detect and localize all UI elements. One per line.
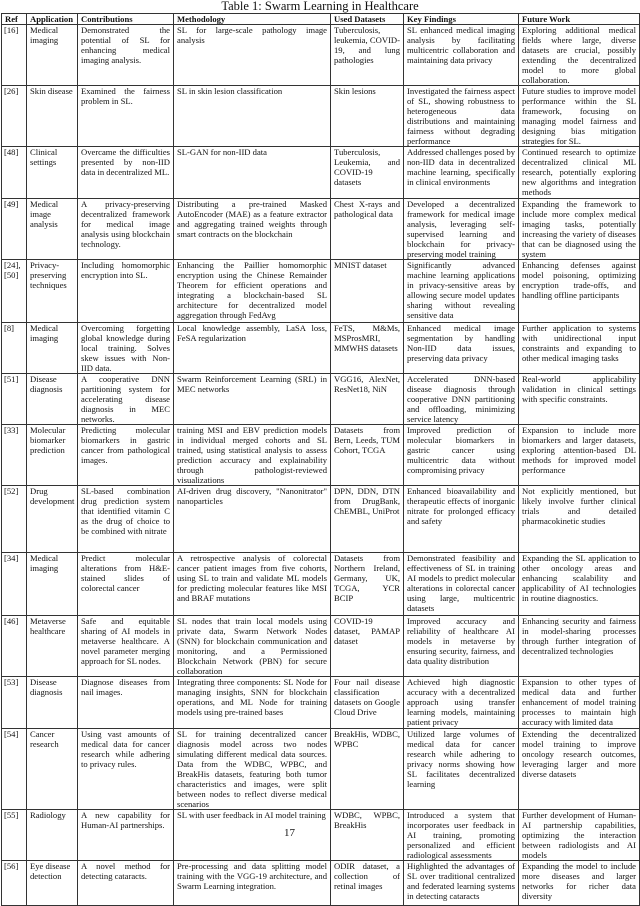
- table-row: [2, 199, 640, 260]
- cell-key-findings: Utilized large volumes of medical data for cancer research while adhering to privacy norms showing how SL facilitates decentralized learning: [404, 729, 519, 810]
- header-used-datasets: Used Datasets: [331, 14, 404, 25]
- cell-key-findings: Demonstrated feasibility and effectiveness of SL in training AI models to predict molecular alterations in colorectal cancer using large, multicentric datasets: [404, 553, 519, 616]
- cell-key-findings: Accelerated DNN-based disease diagnosis through cooperative DNN partitioning and offloading, minimizing service latency: [404, 374, 519, 425]
- cell-key-findings: Significantly advanced machine learning applications in privacy-sensitive areas by allowing secure model updates sharing without revealing sensitive data: [404, 260, 519, 323]
- cell-contributions: SL-based combination drug prediction system that identified vitamin C as the drug of choice to be combined with nitrate: [78, 486, 174, 553]
- cell-key-findings: Developed a decentralized framework for medical image analysis, leveraging self-supervised learning and blockchain for privacy-preserving model training: [404, 199, 519, 260]
- table-row: [2, 260, 640, 323]
- cell-ref: [53]: [2, 677, 27, 729]
- cell-application: Radiology: [27, 810, 78, 861]
- cell-used-datasets: WDBC, WPBC, BreakHis: [331, 810, 404, 861]
- cell-key-findings: Addressed challenges posed by non-IID data in decentralized machine learning, specifically in clinical environments: [404, 147, 519, 199]
- cell-contributions: A novel method for detecting cataracts.: [78, 861, 174, 906]
- table-row: [2, 86, 640, 147]
- cell-application: Privacy-preserving techniques: [27, 260, 78, 323]
- cell-application: Molecular biomarker prediction: [27, 425, 78, 486]
- cell-contributions: Examined the fairness problem in SL.: [78, 86, 174, 147]
- cell-key-findings: Improved accuracy and reliability of healthcare AI models in metaverse by ensuring security, fairness, and data quality distribution: [404, 616, 519, 677]
- cell-contributions: A new capability for Human-AI partnerships.: [78, 810, 174, 861]
- cell-future-work: Expansion to include more biomarkers and larger datasets, exploring attention-based DL methods for improved model performance: [519, 425, 640, 486]
- cell-contributions: Overcoming forgetting global knowledge during local training. Solves skew issues with Non-IID data.: [78, 323, 174, 374]
- cell-application: Medical imaging: [27, 553, 78, 616]
- table-header-row: [2, 14, 640, 25]
- cell-methodology: AI-driven drug discovery, "Nanonitrator" nanoparticles: [174, 486, 331, 553]
- cell-methodology: Swarm Reinforcement Learning (SRL) in MEC networks: [174, 374, 331, 425]
- cell-methodology: Local knowledge assembly, LaSA loss, FeSA regularization: [174, 323, 331, 374]
- cell-used-datasets: Datasets from Bern, Leeds, TUM Cohort, TCGA: [331, 425, 404, 486]
- cell-methodology: training MSI and EBV prediction models in individual merged cohorts and SL trained, using statistical analysis to assess prediction accuracy and explainability through pathologist-reviewed visualizations: [174, 425, 331, 486]
- cell-ref: [56]: [2, 861, 27, 906]
- cell-ref: [24], [50]: [2, 260, 27, 323]
- swarm-learning-table: [1, 13, 640, 906]
- cell-ref: [51]: [2, 374, 27, 425]
- cell-ref: [33]: [2, 425, 27, 486]
- cell-methodology: SL in skin lesion classification: [174, 86, 331, 147]
- cell-used-datasets: COVID-19 dataset, PAMAP dataset: [331, 616, 404, 677]
- table-row: [2, 861, 640, 906]
- table-row: [2, 147, 640, 199]
- cell-ref: [34]: [2, 553, 27, 616]
- header-application: Application: [27, 14, 78, 25]
- cell-key-findings: Highlighted the advantages of SL over traditional centralized and federated learning systems in detecting cataracts: [404, 861, 519, 906]
- cell-contributions: A cooperative DNN partitioning system for accelerating disease diagnosis in MEC networks.: [78, 374, 174, 425]
- cell-future-work: Real-world applicability validation in clinical settings with specific constraints.: [519, 374, 640, 425]
- table-row: [2, 25, 640, 86]
- cell-methodology: SL for training decentralized cancer diagnosis model across two nodes simulating different medical data sources. Data from the WDBC, WPBC, and BreakHis datasets, featuring both tumor characteristics and images, were split between nodes to reflect diverse medical scenarios: [174, 729, 331, 810]
- table-row: [2, 616, 640, 677]
- cell-application: Cancer research: [27, 729, 78, 810]
- cell-used-datasets: Chest X-rays and pathological data: [331, 199, 404, 260]
- page-number: 17: [284, 827, 295, 839]
- cell-future-work: Expansion to other types of medical data and further enhancement of model training processes to maintain high accuracy with limited data: [519, 677, 640, 729]
- cell-future-work: Further development of Human-AI partnership capabilities, optimizing the interaction between radiologists and AI models: [519, 810, 640, 861]
- cell-key-findings: Improved prediction of molecular biomarkers in gastric cancer using multicentric data without compromising privacy: [404, 425, 519, 486]
- cell-contributions: Demonstrated the potential of SL for enhancing medical imaging analysis.: [78, 25, 174, 86]
- header-future-work: Future Work: [519, 14, 640, 25]
- header-ref: Ref: [2, 14, 27, 25]
- cell-application: Disease diagnosis: [27, 374, 78, 425]
- table-row: [2, 810, 640, 861]
- table-row: [2, 553, 640, 616]
- cell-used-datasets: Four nail disease classification datasets on Google Cloud Drive: [331, 677, 404, 729]
- cell-contributions: Predict molecular alterations from H&E-stained slides of colorectal cancer: [78, 553, 174, 616]
- cell-future-work: Expanding the model to include more diseases and larger networks for richer data diversity: [519, 861, 640, 906]
- header-key-findings: Key Findings: [404, 14, 519, 25]
- cell-used-datasets: VGG16, AlexNet, ResNet18, NiN: [331, 374, 404, 425]
- cell-methodology: SL for large-scale pathology image analysis: [174, 25, 331, 86]
- cell-key-findings: Enhanced medical image segmentation by handling Non-IID data issues, preserving data privacy: [404, 323, 519, 374]
- cell-methodology: Enhancing the Paillier homomorphic encryption using the Chinese Remainder Theorem for efficient operations and integrating a blockchain-based SL architecture for decentralized model aggregation through FedAvg: [174, 260, 331, 323]
- cell-key-findings: Achieved high diagnostic accuracy with a decentralized approach using transfer learning models, maintaining patient privacy: [404, 677, 519, 729]
- cell-contributions: Diagnose diseases from nail images.: [78, 677, 174, 729]
- cell-future-work: Continued research to optimize decentralized clinical ML research, potentially exploring new algorithms and integration methods: [519, 147, 640, 199]
- cell-future-work: Expanding the framework to include more complex medical imaging tasks, potentially increasing the variety of diseases that can be diagnosed using the system: [519, 199, 640, 260]
- cell-future-work: Exploring additional medical fields where large, diverse datasets are crucial, possibly extending the decentralized model to more global collaboration.: [519, 25, 640, 86]
- cell-used-datasets: Tuberculosis, leukemia, COVID-19, and lung pathologies: [331, 25, 404, 86]
- cell-methodology: SL with user feedback in AI model training: [174, 810, 331, 861]
- cell-application: Eye disease detection: [27, 861, 78, 906]
- cell-future-work: Enhancing defenses against model poisoning, optimizing encryption trade-offs, and handling offline participants: [519, 260, 640, 323]
- table-row: [2, 323, 640, 374]
- table-row: [2, 486, 640, 553]
- cell-ref: [46]: [2, 616, 27, 677]
- cell-future-work: Not explicitly mentioned, but likely involve further clinical trials and detailed pharmacokinetic studies: [519, 486, 640, 553]
- cell-application: Skin disease: [27, 86, 78, 147]
- cell-ref: [52]: [2, 486, 27, 553]
- cell-application: Medical image analysis: [27, 199, 78, 260]
- cell-key-findings: Introduced a system that incorporates user feedback in AI training, promoting personalized and efficient radiological assessments: [404, 810, 519, 861]
- table-row: [2, 374, 640, 425]
- header-contributions: Contributions: [78, 14, 174, 25]
- cell-methodology: Pre-processing and data splitting model training with the VGG-19 architecture, and Swarm Learning integration.: [174, 861, 331, 906]
- cell-future-work: Extending the decentralized model training to improve oncology research outcomes, leveraging larger and more diverse datasets: [519, 729, 640, 810]
- cell-application: Disease diagnosis: [27, 677, 78, 729]
- cell-used-datasets: Skin lesions: [331, 86, 404, 147]
- cell-contributions: Predicting molecular biomarkers in gastric cancer from pathological images.: [78, 425, 174, 486]
- cell-used-datasets: Datasets from Northern Ireland, Germany, UK, TCGA, YCR BCIP: [331, 553, 404, 616]
- cell-used-datasets: FeTS, M&Ms, MSProsMRI, MMWHS datasets: [331, 323, 404, 374]
- table-row: [2, 425, 640, 486]
- cell-methodology: SL-GAN for non-IID data: [174, 147, 331, 199]
- cell-contributions: Overcame the difficulties presented by non-IID data in decentralized ML.: [78, 147, 174, 199]
- cell-used-datasets: ODIR dataset, a collection of retinal images: [331, 861, 404, 906]
- cell-methodology: Integrating three components: SL Node for managing insights, SNN for blockchain operations, and ML Node for training models using pre-trained bases: [174, 677, 331, 729]
- cell-key-findings: Investigated the fairness aspect of SL, showing robustness to heterogeneous data distributions and maintaining fairness without degrading performance: [404, 86, 519, 147]
- cell-contributions: Including homomorphic encryption into SL.: [78, 260, 174, 323]
- cell-application: Medical imaging: [27, 25, 78, 86]
- cell-future-work: Expanding the SL application to other oncology areas and enhancing scalability and applicability of AI technologies in routine diagnostics.: [519, 553, 640, 616]
- header-methodology: Methodology: [174, 14, 331, 25]
- cell-used-datasets: DPN, DDN, DTN from DrugBank, ChEMBL, UniProt: [331, 486, 404, 553]
- cell-ref: [55]: [2, 810, 27, 861]
- cell-application: Clinical settings: [27, 147, 78, 199]
- cell-ref: [16]: [2, 25, 27, 86]
- cell-methodology: SL nodes that train local models using private data, Swarm Network Nodes (SNN) for blockchain communication and monitoring, and a Permissioned Blockchain Network (PBN) for secure collaboration: [174, 616, 331, 677]
- cell-contributions: Using vast amounts of medical data for cancer research while adhering to privacy rules.: [78, 729, 174, 810]
- cell-methodology: A retrospective analysis of colorectal cancer patient images from five cohorts, using SL to train and validate ML models for predicting molecular features like MSI and BRAF mutations: [174, 553, 331, 616]
- cell-contributions: A privacy-preserving decentralized framework for medical image analysis using blockchain technology.: [78, 199, 174, 260]
- cell-future-work: Further application to systems with unidirectional input constraints and expanding to other medical imaging tasks: [519, 323, 640, 374]
- cell-application: Metaverse healthcare: [27, 616, 78, 677]
- cell-used-datasets: BreakHis, WDBC, WPBC: [331, 729, 404, 810]
- cell-future-work: Future studies to improve model performance within the SL framework, focusing on managing model fairness and designing bias mitigation strategies for SL.: [519, 86, 640, 147]
- cell-ref: [49]: [2, 199, 27, 260]
- cell-used-datasets: Tuberculosis, Leukemia, and COVID-19 datasets: [331, 147, 404, 199]
- table-row: [2, 729, 640, 810]
- table-title: Table 1: Swarm Learning in Healthcare: [221, 0, 419, 13]
- cell-key-findings: Enhanced bioavailability and therapeutic effects of inorganic nitrate for prolonged efficacy and safety: [404, 486, 519, 553]
- cell-ref: [48]: [2, 147, 27, 199]
- cell-ref: [54]: [2, 729, 27, 810]
- cell-future-work: Enhancing security and fairness in model-sharing processes through further integration of decentralized technologies: [519, 616, 640, 677]
- cell-contributions: Safe and equitable sharing of AI models in metaverse healthcare. A novel parameter merging approach for SL nodes.: [78, 616, 174, 677]
- cell-key-findings: SL enhanced medical imaging analysis by facilitating multicentric collaboration and maintaining data privacy: [404, 25, 519, 86]
- cell-used-datasets: MNIST dataset: [331, 260, 404, 323]
- cell-application: Drug development: [27, 486, 78, 553]
- cell-methodology: Distributing a pre-trained Masked AutoEncoder (MAE) as a feature extractor and aggregating trained weights through smart contracts on the blockchain: [174, 199, 331, 260]
- cell-ref: [8]: [2, 323, 27, 374]
- table-row: [2, 677, 640, 729]
- cell-ref: [26]: [2, 86, 27, 147]
- cell-application: Medical imaging: [27, 323, 78, 374]
